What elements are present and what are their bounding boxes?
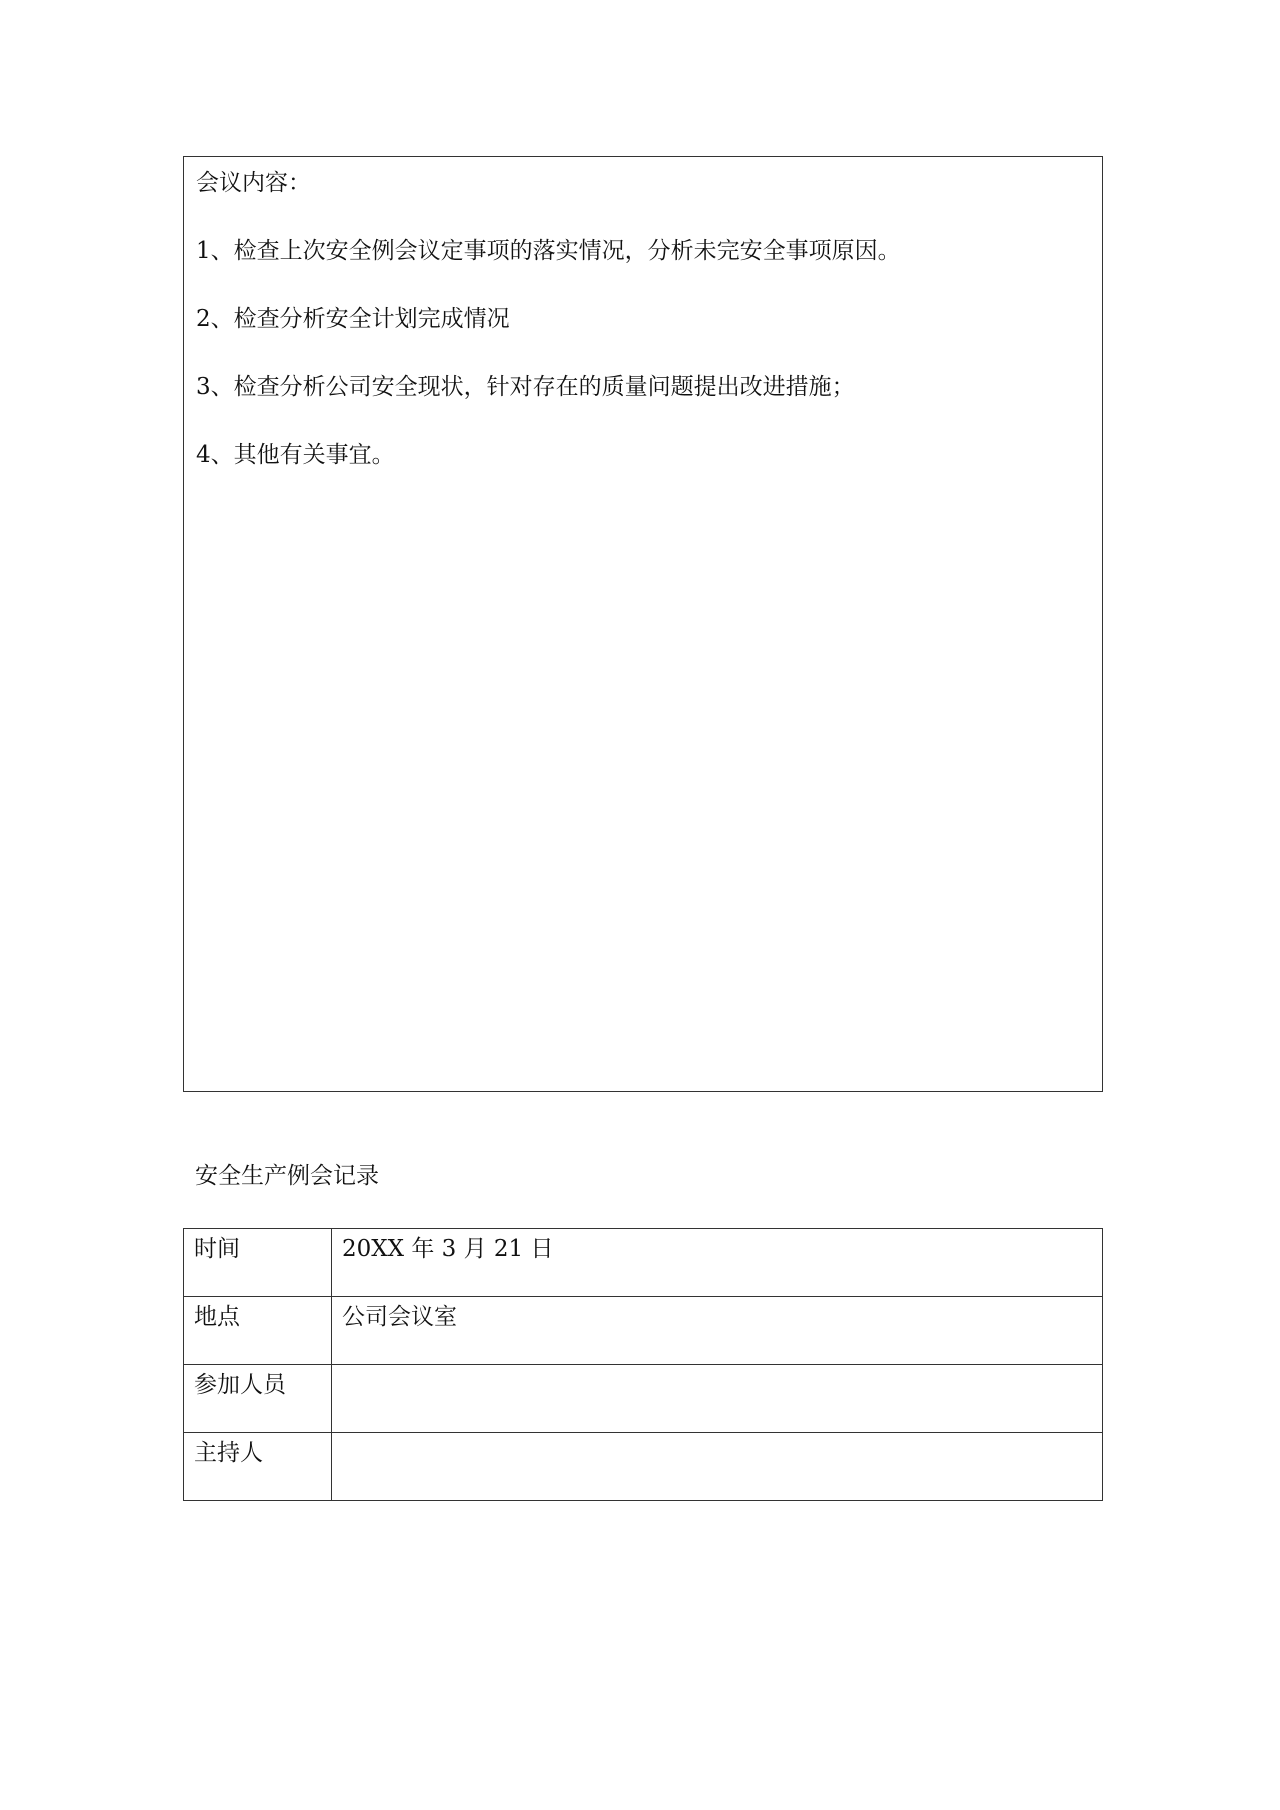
table-row-location	[184, 1297, 1103, 1365]
attendees-label: 参加人员	[184, 1365, 332, 1433]
table-row-attendees	[184, 1365, 1103, 1433]
meeting-content-item: 1、检查上次安全例会议定事项的落实情况，分析未完安全事项原因。	[196, 238, 901, 264]
attendees-value	[332, 1365, 1103, 1433]
meeting-record-table	[183, 1228, 1103, 1501]
table-row-host	[184, 1433, 1103, 1501]
location-label: 地点	[184, 1297, 332, 1365]
host-label: 主持人	[184, 1433, 332, 1501]
meeting-content-item: 4、其他有关事宜。	[196, 442, 395, 468]
time-label: 时间	[184, 1229, 332, 1297]
meeting-content-item: 3、检查分析公司安全现状，针对存在的质量问题提出改进措施；	[196, 374, 855, 400]
meeting-content-item: 2、检查分析安全计划完成情况	[196, 306, 510, 332]
table-row-time	[184, 1229, 1103, 1297]
meeting-content-box	[183, 156, 1103, 1092]
time-value: 20XX 年 3 月 21 日	[332, 1229, 1103, 1297]
record-title: 安全生产例会记录	[195, 1163, 379, 1189]
meeting-content-heading: 会议内容：	[196, 170, 311, 196]
location-value: 公司会议室	[332, 1297, 1103, 1365]
host-value	[332, 1433, 1103, 1501]
